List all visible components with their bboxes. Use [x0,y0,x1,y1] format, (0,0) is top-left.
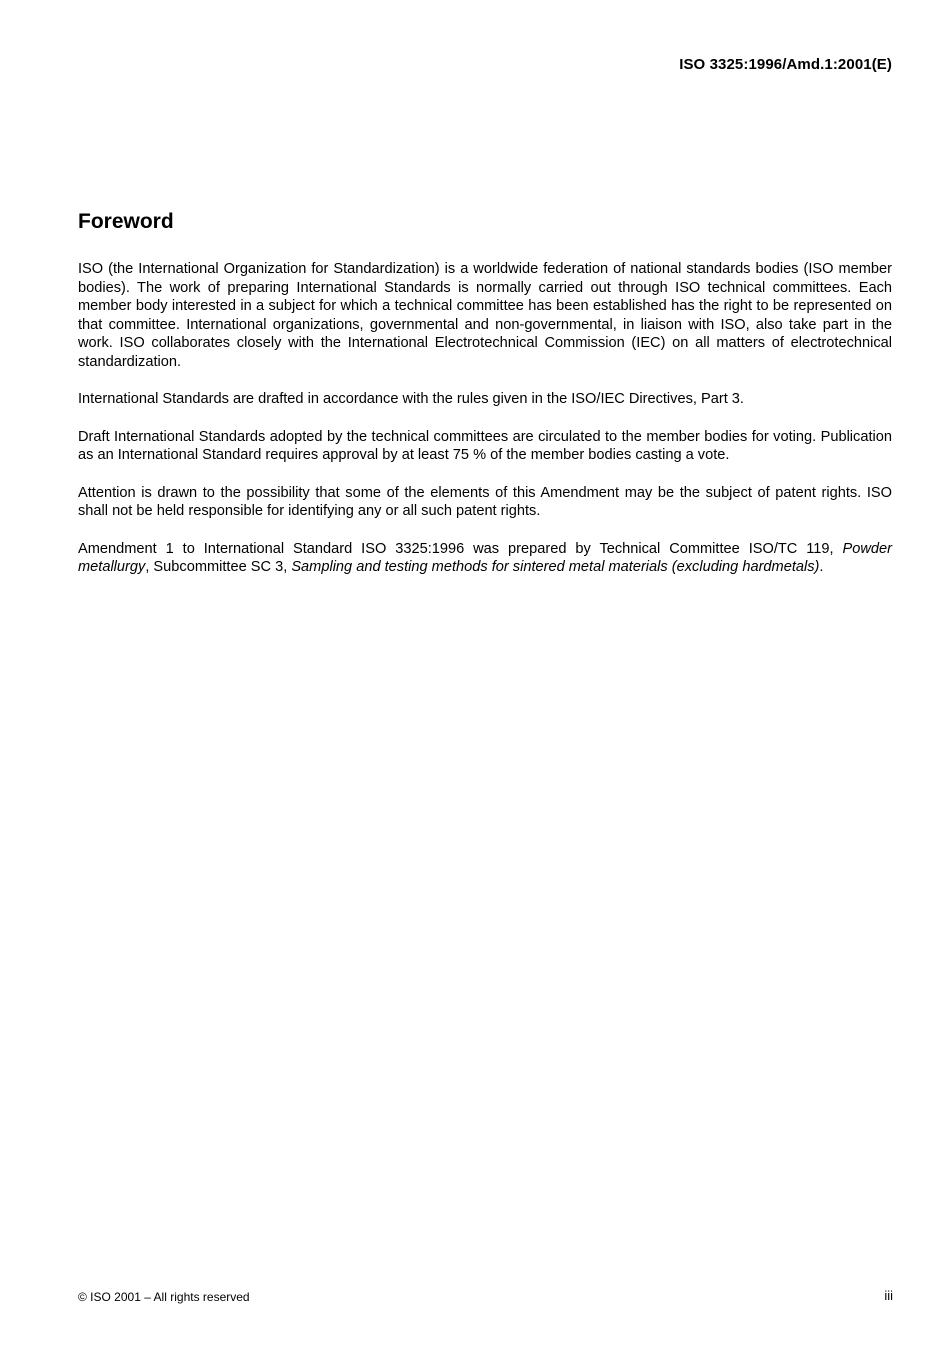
page-title: Foreword [78,210,174,233]
committee-name: Powder metallurgy [78,540,892,575]
copyright-notice: © ISO 2001 – All rights reserved [78,1290,250,1304]
paragraph-patent-rights: Attention is drawn to the possibility that some of the elements of this Amendment may be the subject of patent rights. ISO shall not be held responsible for identifying any or all such patent rights. [78,484,892,519]
document-reference: ISO 3325:1996/Amd.1:2001(E) [679,56,892,73]
subcommittee-name: Sampling and testing methods for sintered metal materials (excluding hardmetals) [291,559,820,575]
paragraph-iso-federation: ISO (the International Organization for Standardization) is a worldwide federation of national standards bodies (ISO member bodies). The work of preparing International Standards is normally carried out through ISO technical committees. Each member body interested in a subject for which a technical committee has been established has the right to be represented on that committee. International organizations, governmental and non-governmental, in liaison with ISO, also take part in the work. ISO collaborates closely with the International Electrotechnical Commission (IEC) on all matters of electrotechnical standardization. [78,261,892,370]
paragraph-amendment-preparation [78,540,892,577]
paragraph-voting: Draft International Standards adopted by the technical committees are circulated to the member bodies for voting. Publication as an International Standard requires approval by at least 75 % of the member bodies casting a vote. [78,428,892,463]
amendment-text-2: , Subcommittee SC 3, [145,559,292,575]
amendment-text-1: Amendment 1 to International Standard ISO 3325:1996 was prepared by Technical Committee ISO/TC 119, [78,540,843,557]
page-number: iii [884,1288,893,1303]
paragraph-directives: International Standards are drafted in accordance with the rules given in the ISO/IEC Directives, Part 3. [78,391,744,407]
amendment-text-3: . [819,559,824,575]
foreword-body [78,260,892,596]
